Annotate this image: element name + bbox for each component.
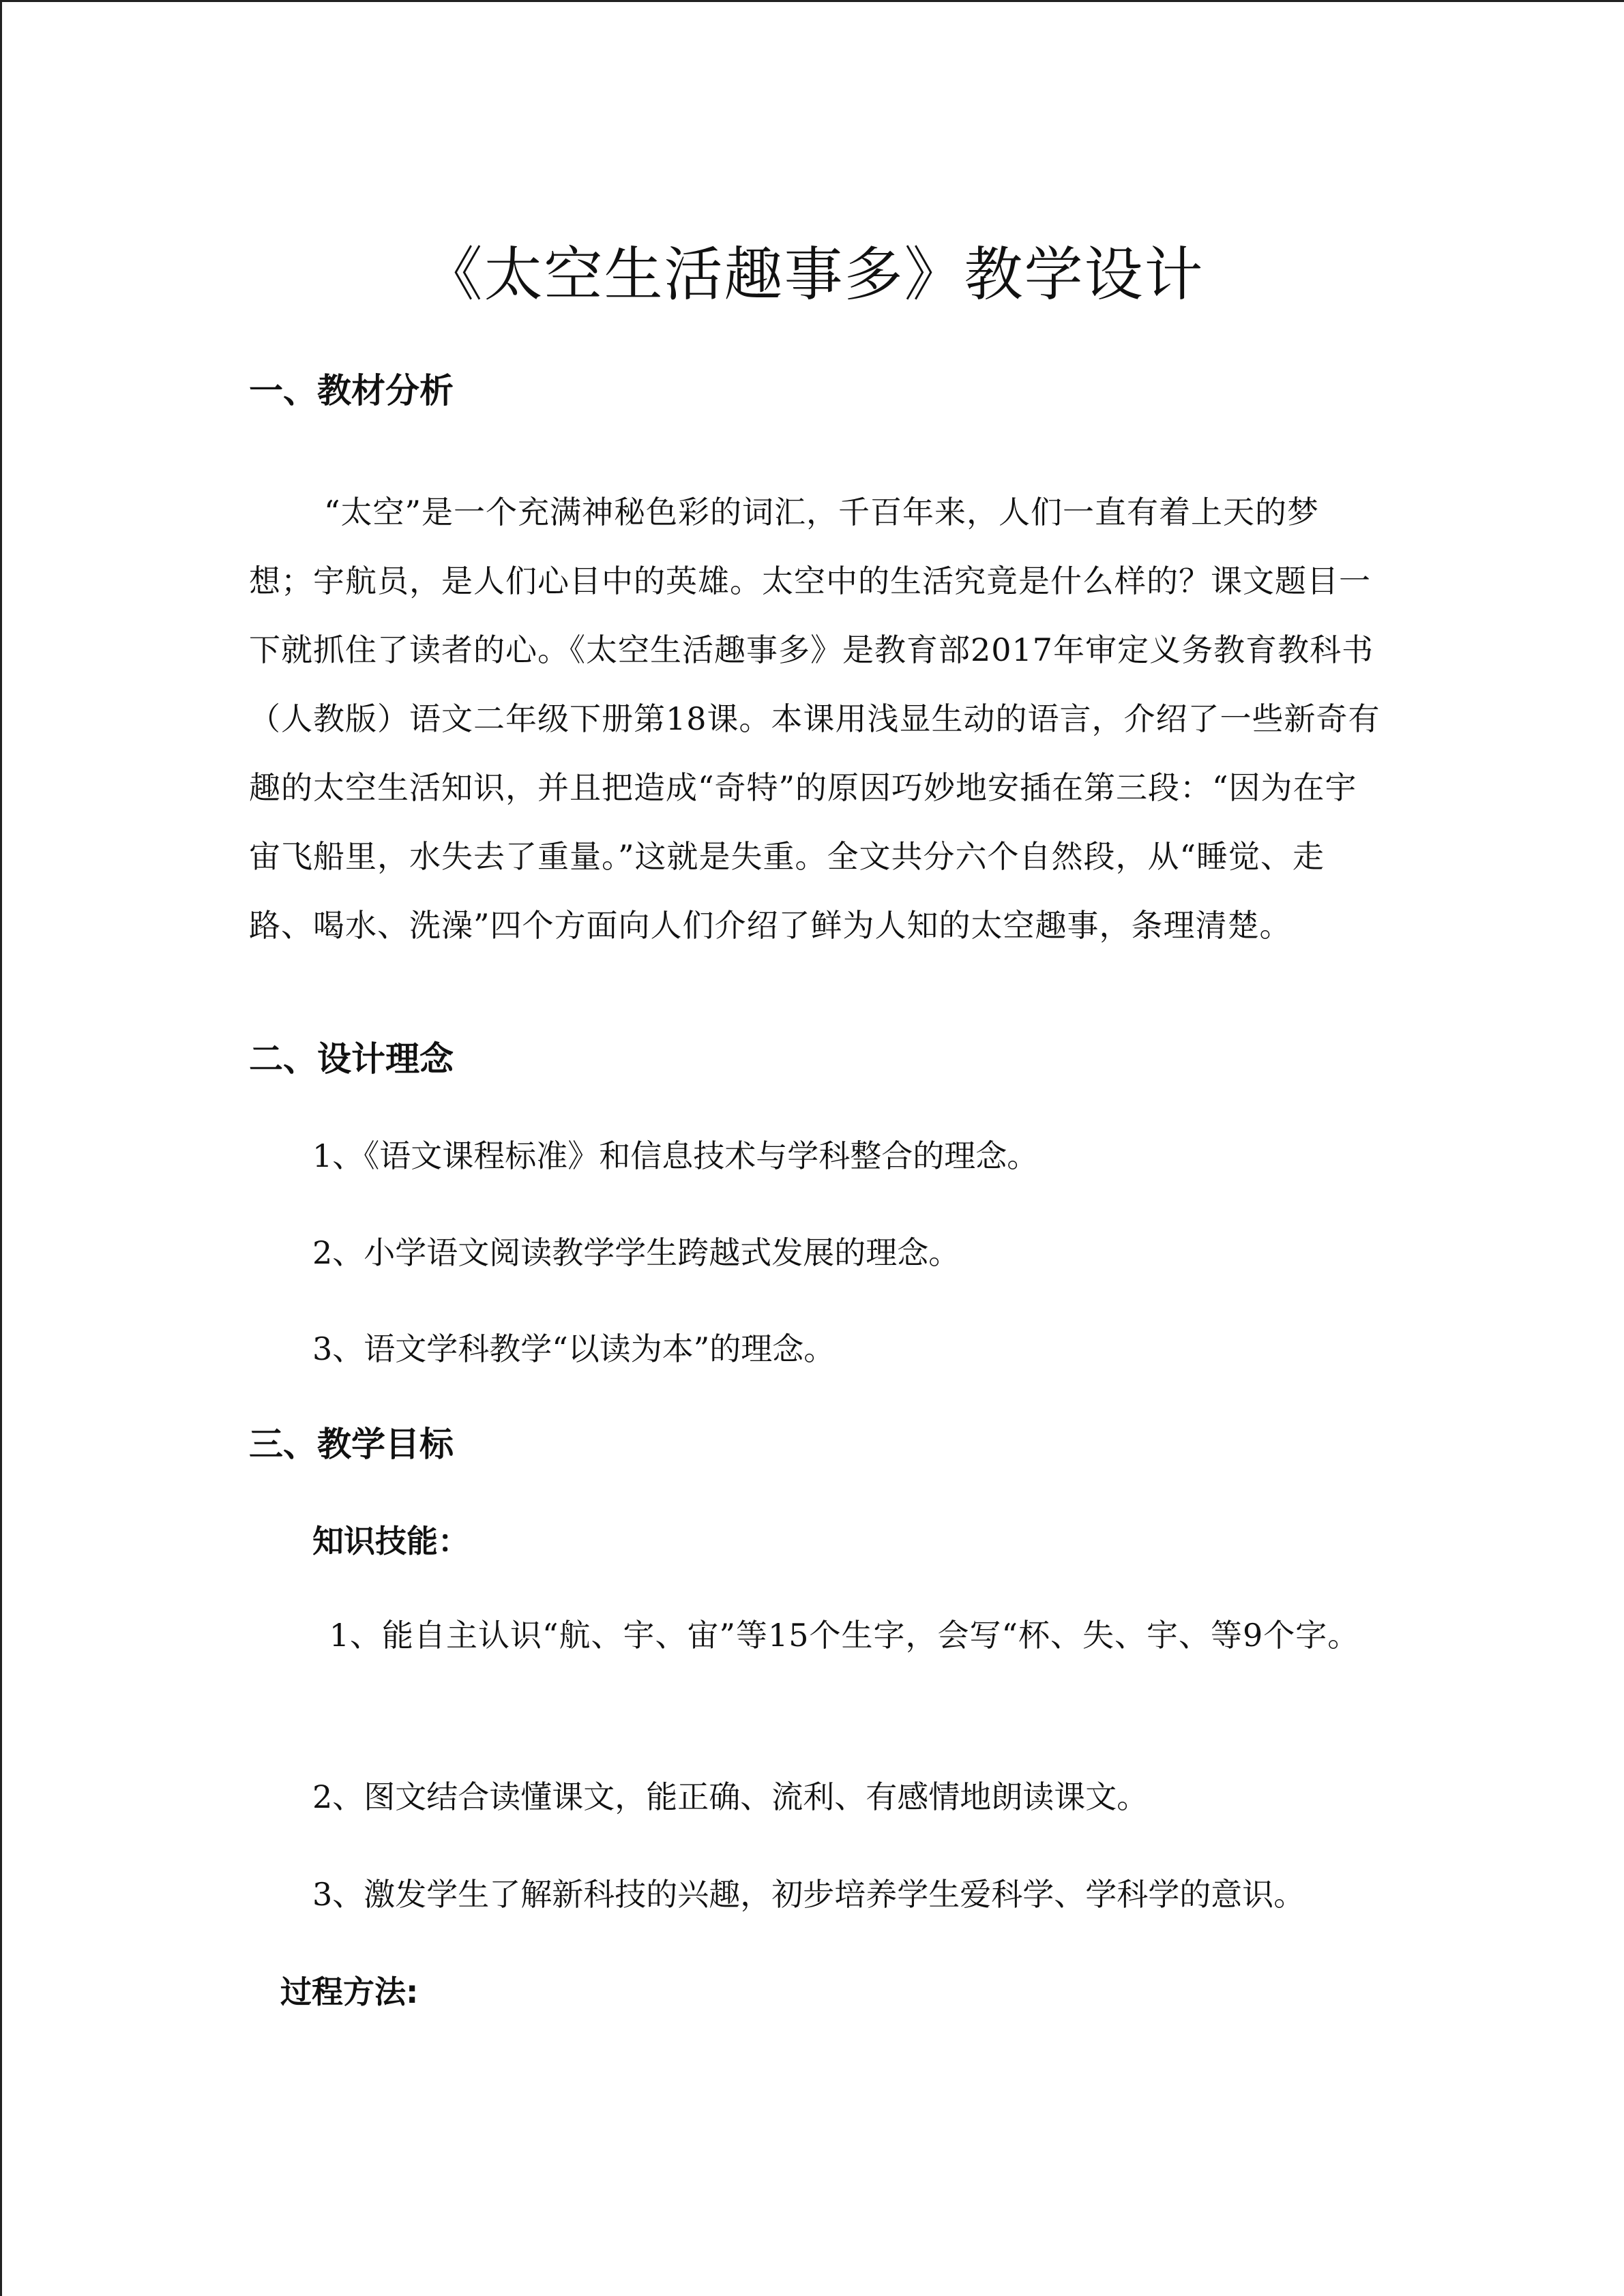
section-heading-textbook-analysis: 一、教材分析 [249,371,454,411]
section-heading-teaching-goals: 三、教学目标 [249,1425,454,1464]
knowledge-skills-item: 3、激发学生了解新科技的兴趣，初步培养学生爱科学、学科学的意识。 [312,1876,1305,1913]
section-heading-design-concept: 二、设计理念 [249,1039,454,1079]
knowledge-skills-item: 1、能自主认识“航、宇、宙”等15个生字，会写“杯、失、宇、等9个字。 [329,1617,1360,1654]
subheading-knowledge-skills: 知识技能： [312,1523,469,1560]
document-title: 《太空生活趣事多》教学设计 [424,241,1205,309]
knowledge-skills-item: 2、图文结合读懂课文，能正确、流利、有感情地朗读课文。 [312,1778,1149,1815]
textbook-analysis-paragraph: “太空”是一个充满神秘色彩的词汇，千百年来，人们一直有着上天的梦想；宇航员，是人们心目中的英雄。太空中的生活究竟是什么样的？课文题目一下就抓住了读者的心。《太空生活趣事多》是教育部2017年审定义务教育教科书（人教版）语文二年级下册第18课。本课用浅显生动的语言，介绍了一些新奇有趣的太空生活知识，并且把造成“奇特”的原因巧妙地安插在第三段：“因为在宇宙飞船里，水失去了重量。”这就是失重。全文共分六个自然段，从“睡觉、走路、喝水、洗澡”四个方面向人们介绍了鲜为人知的太空趣事，条理清楚。 [249,494,1381,944]
subheading-process-methods: 过程方法: [280,1973,419,2010]
design-concept-item: 2、小学语文阅读教学学生跨越式发展的理念。 [312,1234,960,1271]
design-concept-item: 1、《语文课程标准》和信息技术与学科整合的理念。 [312,1137,1039,1174]
design-concept-item: 3、语文学科教学“以读为本”的理念。 [312,1330,836,1367]
